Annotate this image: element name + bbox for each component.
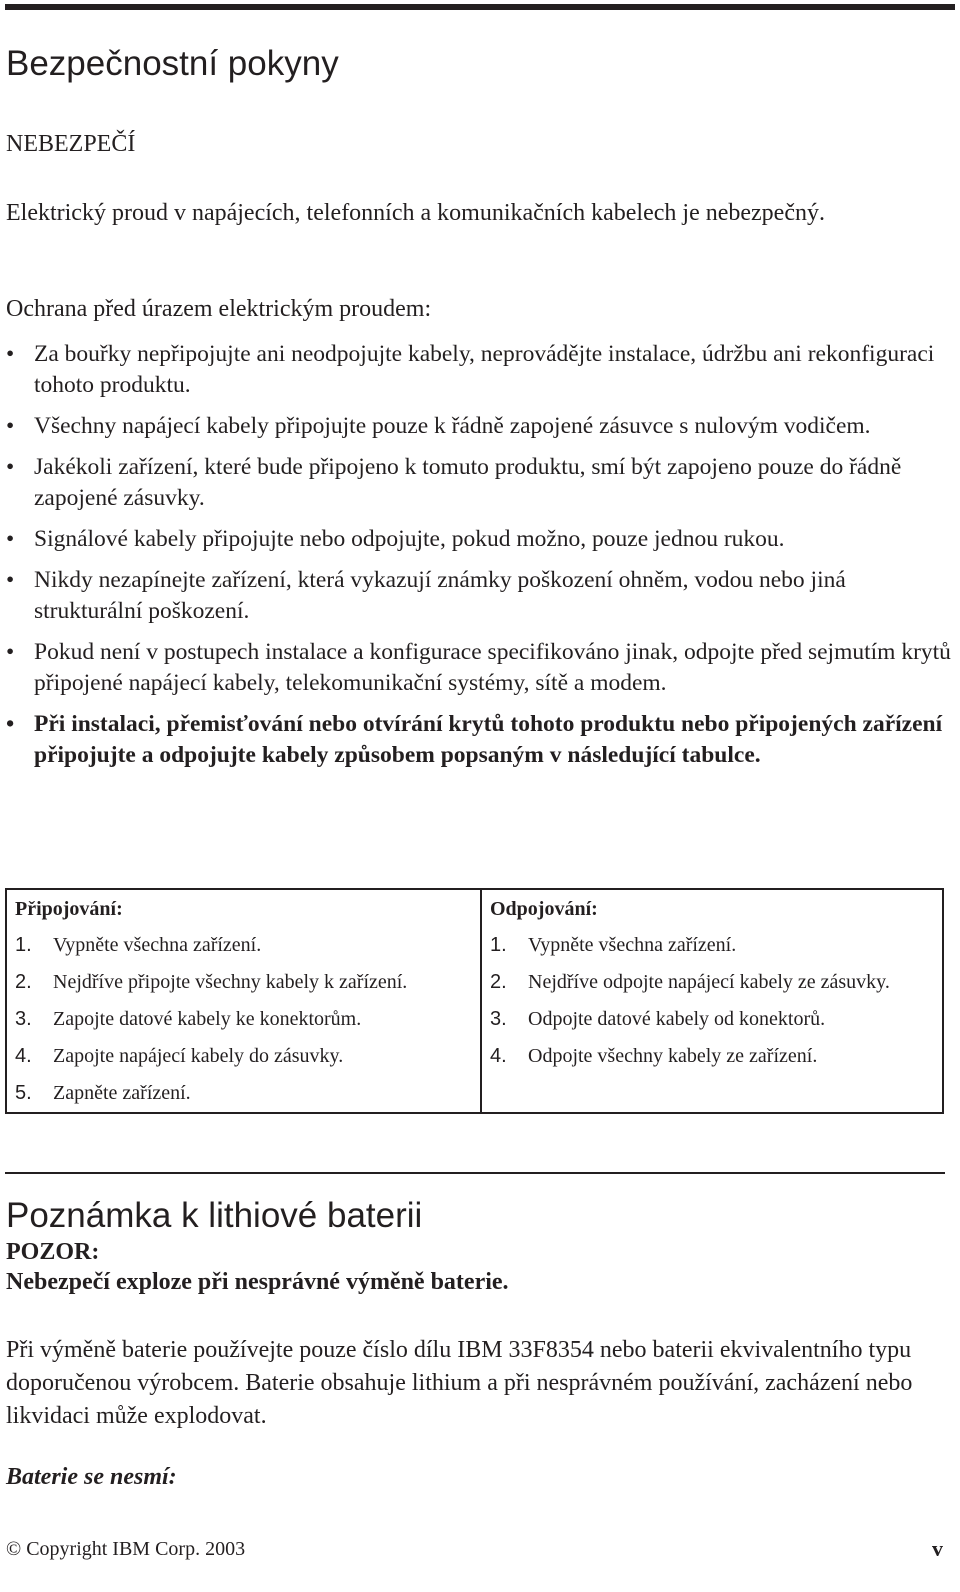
disconnect-steps (490, 931, 934, 1071)
step-text: Zapojte datové kabely ke konektorům. (53, 1008, 362, 1030)
list-item (6, 411, 951, 442)
top-rule (5, 4, 955, 10)
step-text: Zapojte napájecí kabely do zásuvky. (53, 1045, 344, 1067)
battery-paragraph: Při výměně baterie používejte pouze číslo dílu IBM 33F8354 nebo baterii ekvivalentního typu doporučenou výrobcem. Baterie obsahuje lithium a při nesprávném používání, zacházení nebo likvidaci může explodovat. (6, 1337, 913, 1429)
list-item (6, 452, 951, 514)
bullet-icon: • (6, 711, 15, 737)
safety-bullet-list (6, 339, 951, 781)
list-item (490, 1005, 934, 1034)
section-divider (5, 1172, 945, 1174)
bullet-icon: • (6, 639, 15, 665)
list-item (15, 1042, 472, 1071)
caution-label: POZOR: (6, 1239, 100, 1265)
disconnect-heading: Odpojování: (490, 898, 598, 920)
step-number: 5. (15, 1082, 32, 1104)
step-number: 1. (15, 934, 32, 956)
bullet-icon: • (6, 526, 15, 552)
step-text: Nejdříve připojte všechny kabely k zařízení. (53, 971, 408, 993)
list-item (15, 931, 472, 960)
step-text: Zapněte zařízení. (53, 1082, 191, 1104)
step-text: Vypněte všechna zařízení. (528, 934, 737, 956)
page-number: v (932, 1536, 943, 1561)
protection-label: Ochrana před úrazem elektrickým proudem: (6, 296, 432, 322)
bullet-icon: • (6, 413, 15, 439)
cable-procedure-table (5, 888, 944, 1114)
connect-heading: Připojování: (15, 898, 123, 920)
bullet-icon: • (6, 341, 15, 367)
bullet-text: Za bouřky nepřipojujte ani neodpojujte kabely, neprovádějte instalace, údržbu ani rekonfiguraci tohoto produktu. (34, 341, 935, 398)
list-item (490, 1042, 934, 1071)
step-number: 3. (490, 1008, 507, 1030)
list-item (6, 565, 951, 627)
list-item (6, 637, 951, 699)
list-item (15, 1079, 472, 1108)
list-item (6, 339, 951, 401)
bullet-text: Signálové kabely připojujte nebo odpojujte, pokud možno, pouze jednou rukou. (34, 526, 785, 552)
bullet-text: Jakékoli zařízení, které bude připojeno k tomuto produktu, smí být zapojeno pouze do řádně zapojené zásuvky. (34, 454, 902, 511)
connect-steps (15, 931, 472, 1108)
step-text: Nejdříve odpojte napájecí kabely ze zásuvky. (528, 971, 890, 993)
step-text: Odpojte všechny kabely ze zařízení. (528, 1045, 818, 1067)
list-item (6, 709, 951, 771)
list-item (490, 931, 934, 960)
list-item (15, 1005, 472, 1034)
disconnect-column (482, 890, 942, 1112)
step-number: 1. (490, 934, 507, 956)
bullet-icon: • (6, 454, 15, 480)
section-title-battery: Poznámka k lithiové baterii (6, 1196, 423, 1235)
bullet-text: Při instalaci, přemisťování nebo otvírání krytů tohoto produktu nebo připojených zařízení připojujte a odpojujte kabely způsobem popsaným v následující tabulce. (34, 711, 943, 768)
step-number: 4. (15, 1045, 32, 1067)
connect-column (7, 890, 482, 1112)
intro-paragraph: Elektrický proud v napájecích, telefonních a komunikačních kabelech je nebezpečný. (6, 200, 825, 226)
bullet-text: Všechny napájecí kabely připojujte pouze k řádně zapojené zásuvce s nulovým vodičem. (34, 413, 871, 439)
bullet-text: Nikdy nezapínejte zařízení, která vykazují známky poškození ohněm, vodou nebo jiná strukturální poškození. (34, 567, 846, 624)
step-number: 4. (490, 1045, 507, 1067)
copyright-footer: © Copyright IBM Corp. 2003 (6, 1538, 246, 1560)
step-text: Odpojte datové kabely od konektorů. (528, 1008, 826, 1030)
step-number: 2. (15, 971, 32, 993)
bullet-icon: • (6, 567, 15, 593)
list-item (490, 968, 934, 997)
list-item (6, 524, 951, 555)
explosion-warning: Nebezpečí exploze při nesprávné výměně baterie. (6, 1269, 509, 1295)
bullet-text: Pokud není v postupech instalace a konfigurace specifikováno jinak, odpojte před sejmutím krytů připojené napájecí kabely, telekomunikační systémy, sítě a modem. (34, 639, 951, 696)
danger-label: NEBEZPEČÍ (6, 131, 136, 157)
step-number: 2. (490, 971, 507, 993)
step-number: 3. (15, 1008, 32, 1030)
step-text: Vypněte všechna zařízení. (53, 934, 262, 956)
page-title: Bezpečnostní pokyny (6, 44, 339, 83)
list-item (15, 968, 472, 997)
battery-must-not-label: Baterie se nesmí: (6, 1464, 177, 1490)
